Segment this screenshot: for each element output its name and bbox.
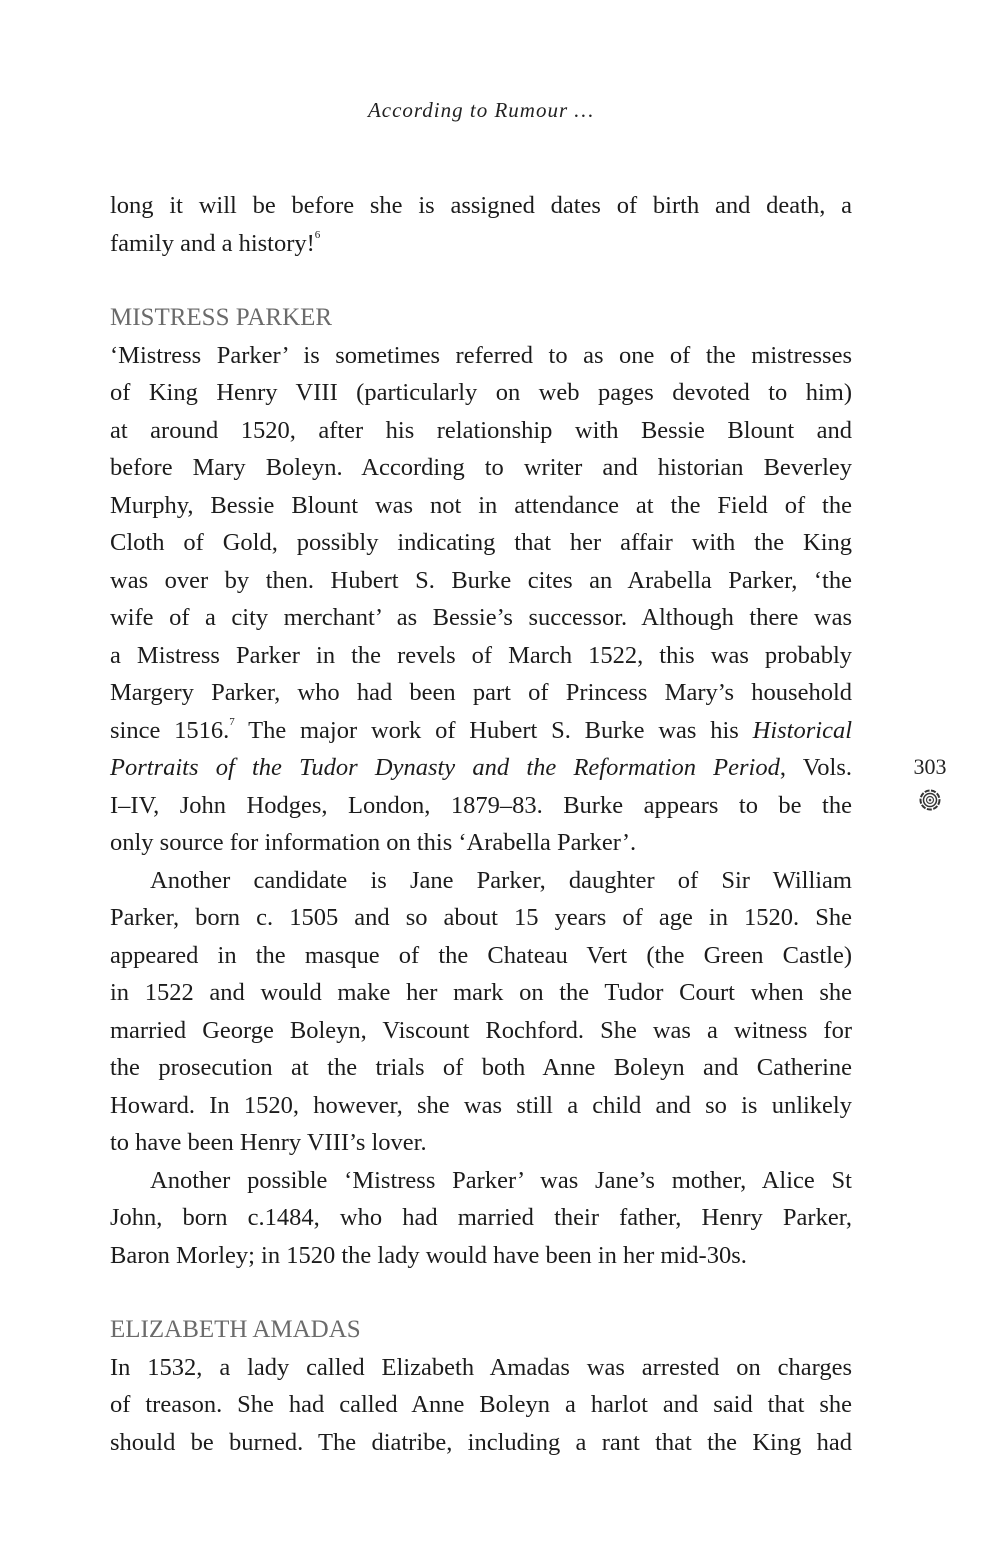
text-line: of King Henry VIII (particularly on web pages devoted to him) — [110, 379, 852, 406]
text-line: Margery Parker, who had been part of Princess Mary’s household — [110, 679, 852, 706]
text-line: Parker, born c. 1505 and so about 15 years of age in 1520. She — [110, 904, 852, 931]
paragraph — [110, 337, 852, 862]
page-body — [110, 187, 852, 1461]
text-line: should be burned. The diatribe, including a rant that the King had — [110, 1428, 852, 1456]
text-line: John, born c.1484, who had married their father, Henry Parker, — [110, 1204, 852, 1231]
text-line: a Mistress Parker in the revels of March 1522, this was probably — [110, 641, 852, 669]
section-heading: ELIZABETH AMADAS — [110, 1316, 361, 1343]
paragraph — [110, 187, 852, 262]
text-line: Baron Morley; in 1520 the lady would have been in her mid-30s. — [110, 1241, 747, 1269]
section-heading: MISTRESS PARKER — [110, 304, 333, 331]
text-line — [110, 749, 852, 787]
section-gap — [110, 1274, 852, 1311]
text-line: married George Boleyn, Viscount Rochford. She was a witness for — [110, 1016, 852, 1044]
paragraph — [110, 1349, 852, 1462]
text-line: at around 1520, after his relationship with Bessie Blount and — [110, 416, 852, 444]
text-line: only source for information on this ‘Arabella Parker’. — [110, 829, 637, 856]
text-line: appeared in the masque of the Chateau Vert (the Green Castle) — [110, 941, 852, 969]
footnote-ref: 6 — [314, 228, 321, 241]
italic-title: Portraits of the Tudor Dynasty and the Reformation Period — [110, 754, 780, 781]
text-line: Another candidate is Jane Parker, daughter of Sir William — [150, 866, 852, 894]
text-line — [110, 225, 852, 263]
section-gap — [110, 262, 852, 299]
running-head: According to Rumour … — [367, 98, 595, 122]
text-run: family and a history! — [110, 229, 315, 257]
text-line: ‘Mistress Parker’ is sometimes referred to as one of the mistresses — [110, 341, 852, 369]
text-line: In 1532, a lady called Elizabeth Amadas was arrested on charges — [110, 1353, 852, 1381]
tudor-rose-icon — [919, 789, 941, 816]
text-line: was over by then. Hubert S. Burke cites an Arabella Parker, ‘the — [110, 566, 852, 594]
text-line — [110, 712, 852, 750]
text-line: in 1522 and would make her mark on the Tudor Court when she — [110, 979, 852, 1006]
paragraph — [110, 1162, 852, 1275]
text-line: Murphy, Bessie Blount was not in attendance at the Field of the — [110, 491, 852, 519]
text-line: long it will be before she is assigned dates of birth and death, a — [110, 192, 852, 219]
italic-title: Historical — [752, 716, 853, 744]
text-run: , Vols. — [779, 754, 853, 781]
text-line: the prosecution at the trials of both Anne Boleyn and Catherine — [110, 1054, 852, 1081]
text-line: Cloth of Gold, possibly indicating that her affair with the King — [110, 529, 852, 556]
text-run: since 1516. — [110, 716, 230, 744]
text-line: I–IV, John Hodges, London, 1879–83. Burke appears to be the — [110, 791, 852, 819]
text-line: wife of a city merchant’ as Bessie’s successor. Although there was — [110, 604, 852, 631]
footnote-ref: 7 — [229, 715, 235, 728]
text-run: The major work of Hubert S. Burke was his — [234, 716, 753, 744]
paragraph — [110, 862, 852, 1162]
text-line: of treason. She had called Anne Boleyn a harlot and said that she — [110, 1391, 852, 1418]
text-line: Howard. In 1520, however, she was still a child and so is unlikely — [110, 1091, 852, 1119]
page-number: 303 — [913, 754, 947, 779]
text-line: Another possible ‘Mistress Parker’ was Jane’s mother, Alice St — [150, 1166, 852, 1194]
text-line: before Mary Boleyn. According to writer and historian Beverley — [110, 454, 852, 481]
text-line: to have been Henry VIII’s lover. — [110, 1129, 427, 1156]
